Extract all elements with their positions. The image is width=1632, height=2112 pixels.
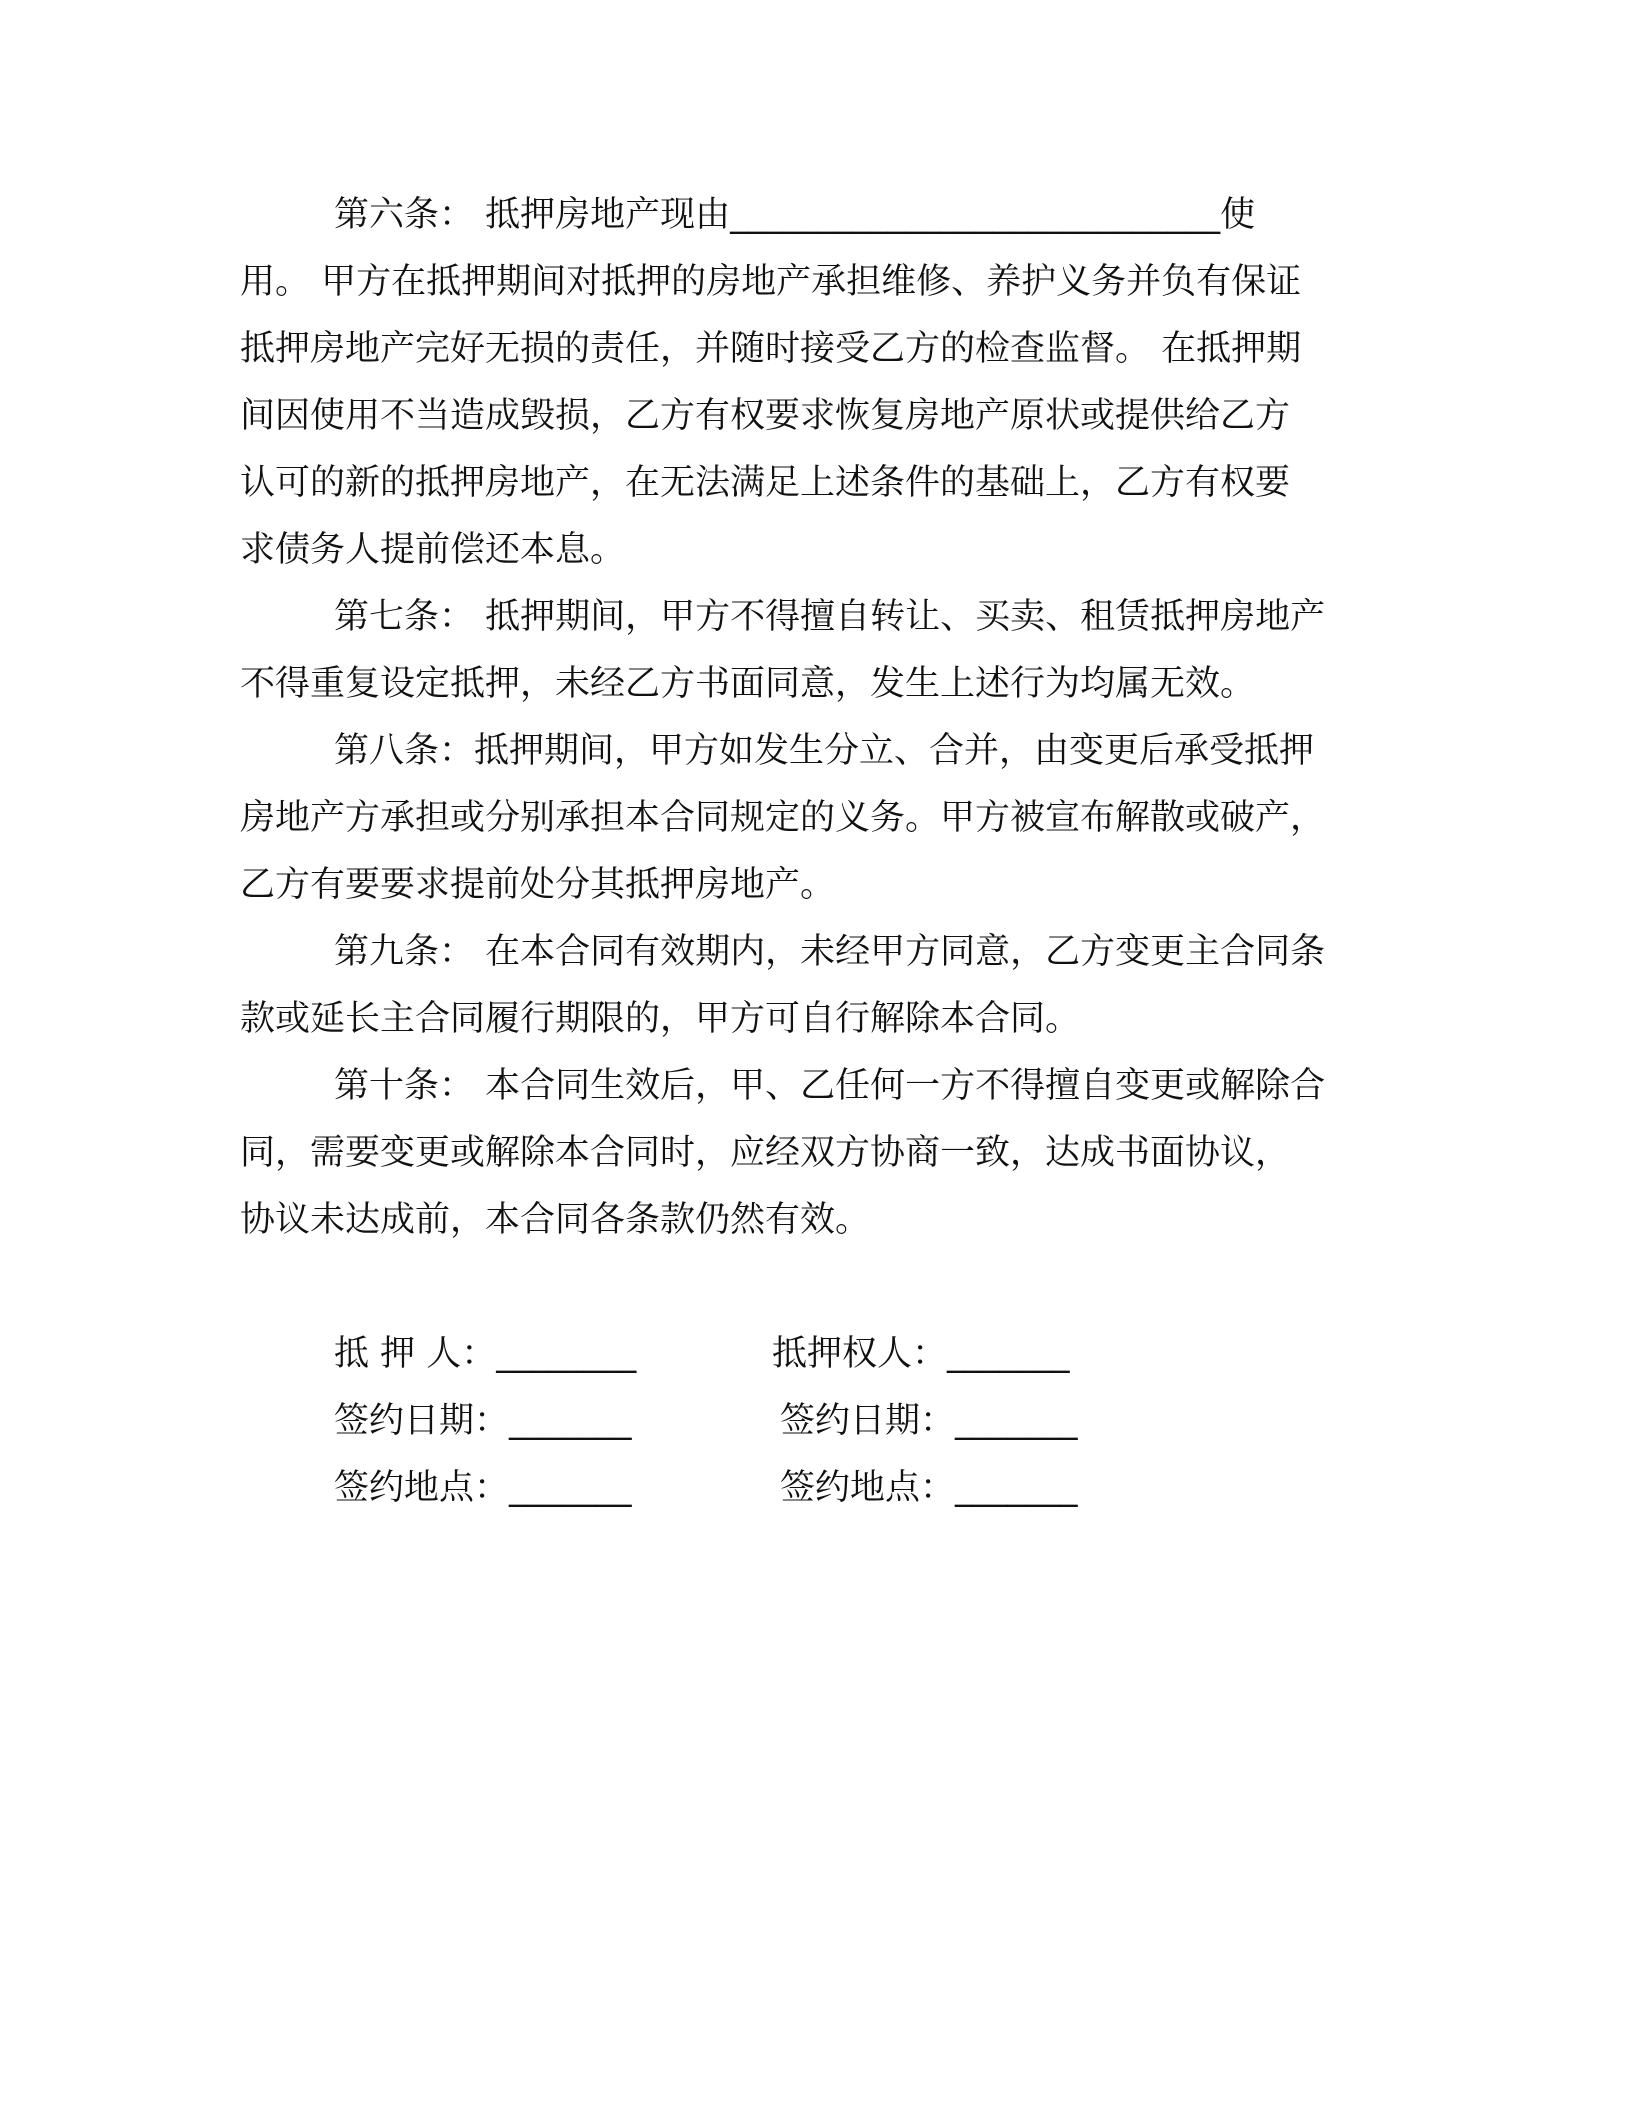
article-10-line-3: 协议未达成前，本合同各条款仍然有效。 bbox=[240, 1200, 871, 1240]
article-6 bbox=[240, 182, 1390, 584]
article-6-line-1: 第六条： 抵押房地产现由____________________________使 bbox=[334, 195, 1256, 235]
article-7 bbox=[240, 584, 1390, 718]
article-9-line-2: 款或延长主合同履行期限的，甲方可自行解除本合同。 bbox=[240, 999, 1081, 1039]
article-6-line-4: 间因使用不当造成毁损，乙方有权要求恢复房地产原状或提供给乙方 bbox=[240, 396, 1291, 436]
article-6-line-3: 抵押房地产完好无损的责任，并随时接受乙方的检查监督。 在抵押期 bbox=[240, 329, 1302, 369]
article-7-line-2: 不得重复设定抵押，未经乙方书面同意，发生上述行为均属无效。 bbox=[240, 664, 1256, 704]
article-8-line-1: 第八条：抵押期间，甲方如发生分立、合并，由变更后承受抵押 bbox=[334, 731, 1315, 771]
article-7-line-1: 第七条： 抵押期间，甲方不得擅自转让、买卖、租赁抵押房地产 bbox=[334, 597, 1326, 637]
article-10-line-2: 同，需要变更或解除本合同时，应经双方协商一致，达成书面协议， bbox=[240, 1133, 1291, 1173]
mortgagee-place-field: 签约地点：_______ bbox=[780, 1468, 1078, 1508]
article-9 bbox=[240, 919, 1390, 1053]
mortgagor-field: 抵 押 人：________ bbox=[334, 1334, 637, 1374]
article-8-line-2: 房地产方承担或分别承担本合同规定的义务。甲方被宣布解散或破产， bbox=[240, 798, 1326, 838]
article-8 bbox=[240, 718, 1390, 919]
mortgagor-date-field: 签约日期：_______ bbox=[334, 1401, 632, 1441]
article-10-line-1: 第十条： 本合同生效后，甲、乙任何一方不得擅自变更或解除合 bbox=[334, 1066, 1326, 1106]
article-10 bbox=[240, 1053, 1390, 1254]
article-6-line-2: 用。 甲方在抵押期间对抵押的房地产承担维修、养护义务并负有保证 bbox=[240, 262, 1302, 302]
mortgagee-field: 抵押权人：_______ bbox=[772, 1334, 1070, 1374]
article-6-line-6: 求债务人提前偿还本息。 bbox=[240, 530, 626, 570]
mortgagee-date-field: 签约日期：_______ bbox=[780, 1401, 1078, 1441]
article-8-line-3: 乙方有要要求提前处分其抵押房地产。 bbox=[240, 865, 836, 905]
article-6-line-5: 认可的新的抵押房地产，在无法满足上述条件的基础上，乙方有权要 bbox=[240, 463, 1291, 503]
mortgagor-place-field: 签约地点：_______ bbox=[334, 1468, 632, 1508]
article-9-line-1: 第九条： 在本合同有效期内，未经甲方同意，乙方变更主合同条 bbox=[334, 932, 1326, 972]
